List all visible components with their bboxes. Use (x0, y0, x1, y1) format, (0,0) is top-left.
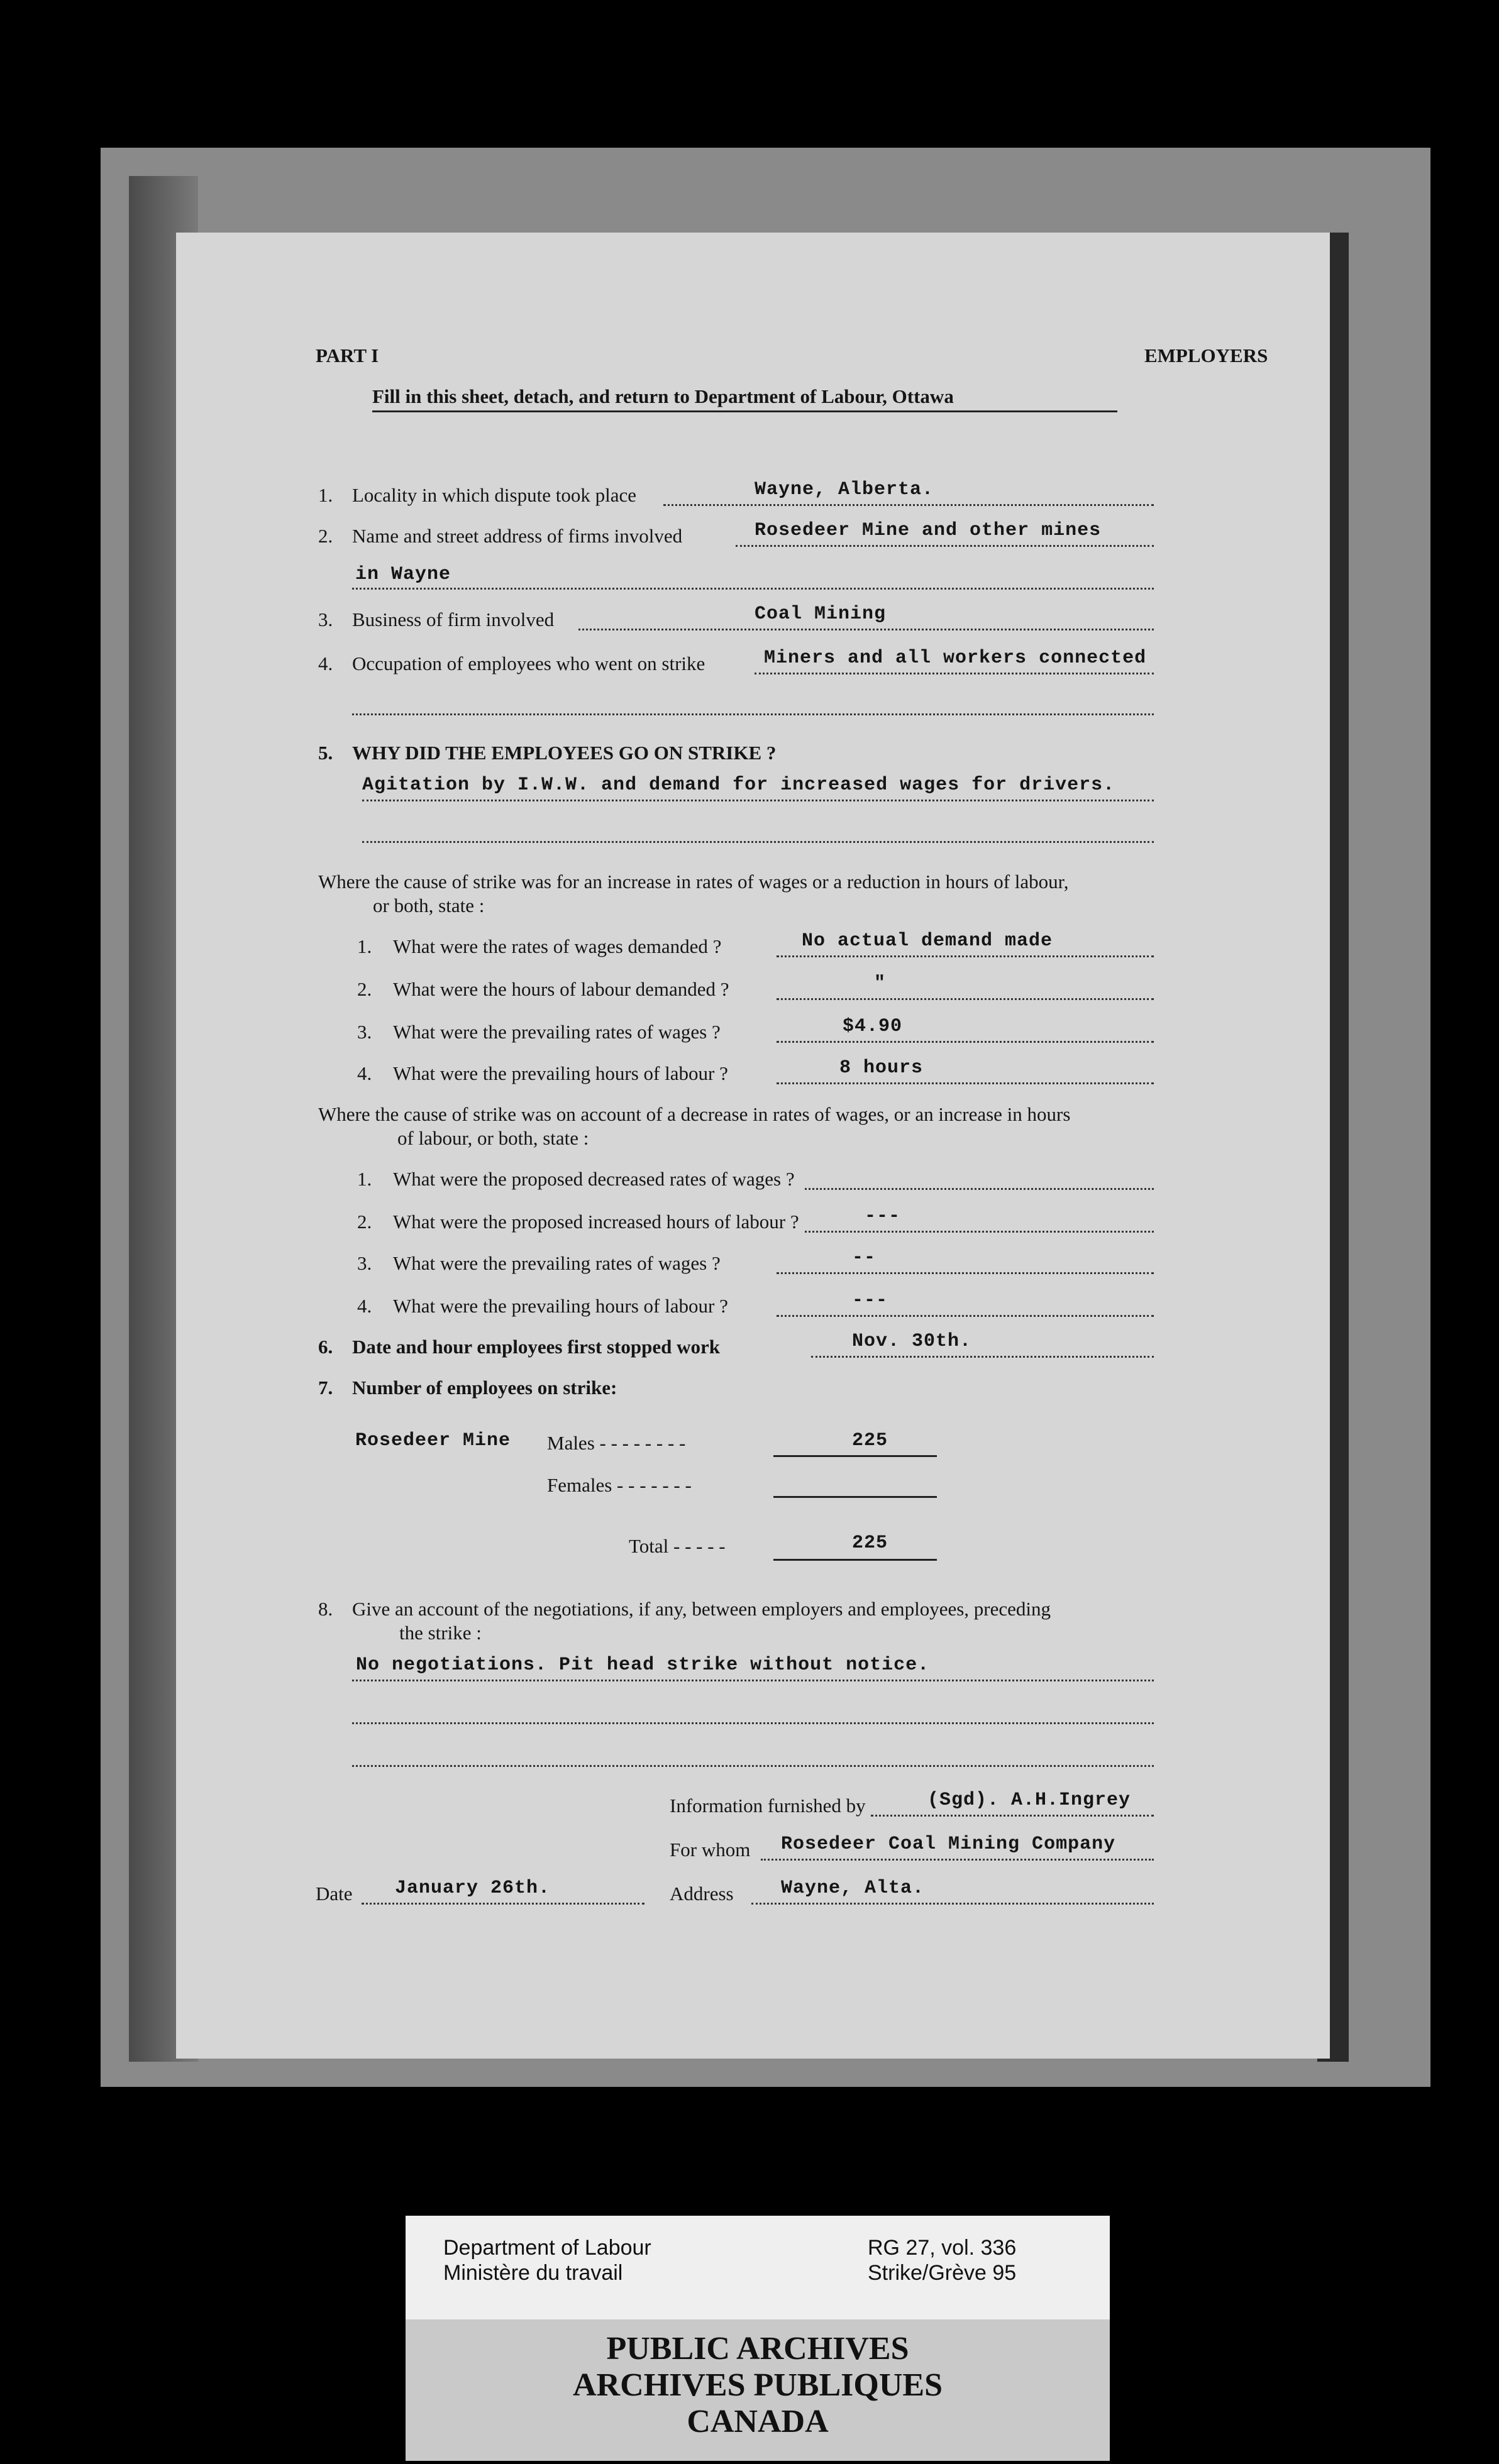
q7-females-label: Females - - - - - - - (547, 1474, 692, 1496)
dept-french: Ministère du travail (443, 2261, 623, 2285)
q4-value: Miners and all workers connected (764, 647, 1147, 669)
dec2-value: --- (865, 1206, 901, 1227)
strike-number: Strike/Grève 95 (868, 2261, 1017, 2285)
inc4-label: What were the prevailing hours of labour ? (393, 1062, 728, 1084)
q8-value: No negotiations. Pit head strike without notice. (356, 1654, 930, 1676)
increase-intro: Where the cause of strike was for an increase in rates of wages or a reduction in hours of labour, (318, 871, 1069, 893)
section-label: EMPLOYERS (1144, 344, 1268, 366)
q1-label: Locality in which dispute took place (352, 484, 636, 506)
inc4-value: 8 hours (839, 1057, 924, 1079)
dec4-line (777, 1315, 1154, 1317)
inc3-value: $4.90 (843, 1016, 903, 1037)
q2-value-2: in Wayne (355, 564, 451, 585)
archive-reference-card (406, 2216, 1110, 2319)
inc2-number: 2. (357, 978, 372, 1000)
q2-value: Rosedeer Mine and other mines (755, 520, 1102, 541)
inc4-number: 4. (357, 1062, 372, 1084)
dec2-label: What were the proposed increased hours of labour ? (393, 1211, 799, 1233)
dept-english: Department of Labour (443, 2236, 651, 2260)
q4-label: Occupation of employees who went on strike (352, 652, 705, 674)
dec1-label: What were the proposed decreased rates of wages ? (393, 1168, 795, 1190)
form-instruction: Fill in this sheet, detach, and return to Department of Labour, Ottawa (372, 385, 954, 407)
dec3-value: -- (852, 1247, 877, 1268)
info-value: (Sgd). A.H.Ingrey (927, 1790, 1131, 1811)
inc2-label: What were the hours of labour demanded ? (393, 978, 729, 1000)
q5-value: Agitation by I.W.W. and demand for increased wages for drivers. (362, 774, 1115, 796)
q2-label: Name and street address of firms involved (352, 525, 683, 547)
q7-males-label: Males - - - - - - - - (547, 1432, 686, 1454)
q8-number: 8. (318, 1598, 333, 1620)
inc1-line (777, 955, 1154, 957)
dec4-label: What were the prevailing hours of labour ? (393, 1295, 728, 1317)
q3-value: Coal Mining (755, 603, 887, 625)
q8-line-2 (352, 1722, 1154, 1724)
q2-line (736, 545, 1154, 547)
dec3-line (777, 1272, 1154, 1274)
dec2-line (805, 1231, 1154, 1233)
q4-line-2 (352, 713, 1154, 715)
q7-mine: Rosedeer Mine (355, 1430, 511, 1451)
inc4-line (777, 1082, 1154, 1084)
form-sheet (176, 233, 1330, 2059)
info-line (871, 1815, 1154, 1817)
inc3-line (777, 1041, 1154, 1043)
q7-total-label: Total - - - - - (629, 1535, 726, 1557)
q7-total-line (773, 1559, 937, 1561)
dec3-number: 3. (357, 1252, 372, 1274)
q5-line-2 (362, 841, 1154, 843)
q7-males-value: 225 (852, 1430, 888, 1451)
dec2-number: 2. (357, 1211, 372, 1233)
decrease-intro-2: of labour, or both, state : (397, 1127, 589, 1149)
stamp-line-2: ARCHIVES PUBLIQUES (572, 2367, 943, 2403)
q5-number: 5. (318, 742, 333, 764)
address-value: Wayne, Alta. (781, 1878, 925, 1899)
dec1-line (805, 1188, 1154, 1190)
q6-line (811, 1356, 1154, 1358)
public-archives-stamp (406, 2319, 1110, 2461)
q7-females-line (773, 1496, 937, 1498)
stamp-line-3: CANADA (687, 2404, 829, 2439)
q7-total-value: 225 (852, 1532, 888, 1554)
stamp-line-1: PUBLIC ARCHIVES (606, 2331, 909, 2367)
q8-line (352, 1680, 1154, 1681)
q2-line-2 (352, 588, 1154, 590)
whom-value: Rosedeer Coal Mining Company (781, 1834, 1116, 1855)
dec1-number: 1. (357, 1168, 372, 1190)
q8-line-3 (352, 1765, 1154, 1767)
inc1-value: No actual demand made (802, 930, 1053, 952)
inc3-label: What were the prevailing rates of wages ? (393, 1021, 721, 1043)
q6-label: Date and hour employees first stopped work (352, 1336, 720, 1358)
dec4-value: --- (852, 1290, 888, 1311)
date-line (362, 1903, 644, 1905)
q1-number: 1. (318, 484, 333, 506)
q1-line (663, 504, 1154, 506)
q8-label: Give an account of the negotiations, if any, between employers and employees, preceding (352, 1598, 1051, 1620)
q7-males-line (773, 1455, 937, 1457)
q2-number: 2. (318, 525, 333, 547)
date-label: Date (316, 1883, 353, 1905)
decrease-intro: Where the cause of strike was on account of a decrease in rates of wages, or an increase in hours (318, 1103, 1071, 1125)
q3-line (578, 629, 1154, 630)
q5-line (362, 800, 1154, 801)
inc1-label: What were the rates of wages demanded ? (393, 935, 722, 957)
instruction-underline (372, 410, 1117, 412)
whom-label: For whom (670, 1839, 751, 1861)
q3-label: Business of firm involved (352, 608, 555, 630)
q8-label-2: the strike : (399, 1622, 482, 1644)
q5-label: WHY DID THE EMPLOYEES GO ON STRIKE ? (352, 742, 777, 764)
inc3-number: 3. (357, 1021, 372, 1043)
q1-value: Wayne, Alberta. (755, 479, 934, 500)
address-label: Address (670, 1883, 734, 1905)
whom-line (761, 1859, 1154, 1861)
inc2-value: " (874, 973, 887, 994)
q4-number: 4. (318, 652, 333, 674)
address-line (751, 1903, 1154, 1905)
q7-number: 7. (318, 1377, 333, 1399)
dec3-label: What were the prevailing rates of wages ? (393, 1252, 721, 1274)
q7-label: Number of employees on strike: (352, 1377, 617, 1399)
part-label: PART I (316, 344, 379, 366)
info-label: Information furnished by (670, 1795, 866, 1817)
q4-line (755, 673, 1154, 674)
inc2-line (777, 998, 1154, 1000)
increase-intro-2: or both, state : (373, 894, 485, 916)
dec4-number: 4. (357, 1295, 372, 1317)
q6-number: 6. (318, 1336, 333, 1358)
q6-value: Nov. 30th. (852, 1331, 972, 1352)
q3-number: 3. (318, 608, 333, 630)
inc1-number: 1. (357, 935, 372, 957)
archive-reference: RG 27, vol. 336 (868, 2236, 1017, 2260)
date-value: January 26th. (395, 1878, 551, 1899)
